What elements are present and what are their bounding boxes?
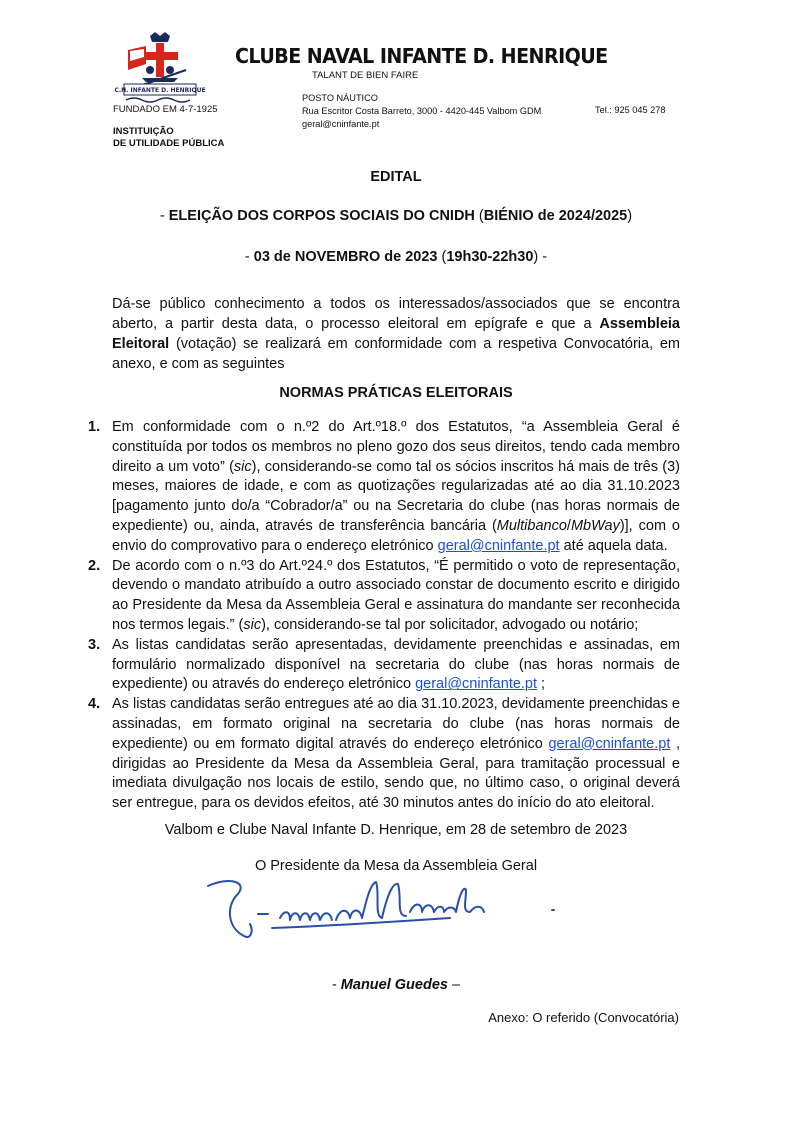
document-title: EDITAL bbox=[370, 169, 422, 185]
address: Rua Escritor Costa Barreto, 3000 - 4420-445 Valbom GDM bbox=[302, 106, 542, 116]
club-name: CLUBE NAVAL INFANTE D. HENRIQUE bbox=[235, 44, 608, 68]
item-text: ), considerando-se tal por solicitador, advogado ou notário; bbox=[261, 616, 639, 633]
institution-status bbox=[113, 126, 224, 150]
list-item bbox=[88, 636, 680, 695]
item-text: As listas candidatas serão entregues até ao dia 31.10.2023, devidamente preenchidas e assinadas, em formato original na secretaria do clube (nas horas normais de expediente) ou em formato digital através do endereço eletrónico bbox=[112, 696, 680, 752]
rules-list bbox=[88, 418, 680, 814]
item-text: Em conformidade com o n.º2 do Art.º18.º dos Estatutos, “a Assembleia Geral é constituída por todos os membros no pleno gozo dos seus direitos, tendo cada membro direito a um voto” ( bbox=[112, 419, 680, 475]
date-paren-open: ( bbox=[437, 249, 447, 265]
election-paren-close: ) bbox=[627, 208, 633, 224]
intro-bold: Assembleia Eleitoral bbox=[112, 316, 680, 352]
date-day: 03 de NOVEMBRO de 2023 bbox=[253, 249, 438, 265]
item-number: 4. bbox=[88, 696, 101, 713]
election-biennium: BIÉNIO de 2024/2025 bbox=[483, 208, 628, 224]
institution-line2: DE UTILIDADE PÚBLICA bbox=[113, 138, 225, 149]
election-paren-open: ( bbox=[474, 208, 484, 224]
item-text: / bbox=[566, 517, 571, 534]
date-prefix: - bbox=[244, 249, 254, 265]
item-text: , dirigidas ao Presidente da Mesa da Assembleia Geral, para tramitação processual e imediata divulgação nos locais de estilo, sendo que, no último caso, o original deverá ser entregue, para os devidos efeitos, até 30 minutos antes do início do ato eleitoral. bbox=[112, 735, 680, 812]
place-and-date: Valbom e Clube Naval Infante D. Henrique, em 28 de setembro de 2023 bbox=[164, 822, 628, 838]
club-motto: TALANT DE BIEN FAIRE bbox=[312, 70, 419, 81]
item-text: De acordo com o n.º3 do Art.º24.º dos Estatutos, “É permitido o voto de representação, devendo o mandato atribuído a outro associado constar de documento escrito e dirigido ao Presidente da Mesa da Assembleia Geral e assinatura do mandante ser reconhecida nos termos legais.” ( bbox=[112, 557, 680, 633]
item-text: As listas candidatas serão apresentadas, devidamente preenchidas e assinadas, em formulário normalizado disponível na secretaria do clube (nas horas normais de expediente) ou através do endereço eletrónico bbox=[112, 636, 680, 693]
telephone: Tel.: 925 045 278 bbox=[595, 105, 666, 115]
list-item bbox=[88, 418, 680, 557]
list-item bbox=[88, 557, 680, 636]
normas-heading: NORMAS PRÁTICAS ELEITORAIS bbox=[279, 385, 513, 401]
email-link[interactable]: geral@cninfante.pt bbox=[415, 676, 538, 693]
signer-name bbox=[112, 977, 680, 993]
item-text: )], com o envio do comprovativo para o endereço eletrónico bbox=[112, 517, 680, 554]
email-link[interactable]: geral@cninfante.pt bbox=[437, 537, 560, 554]
list-item bbox=[88, 695, 680, 814]
item-text: até aquela data. bbox=[559, 537, 668, 554]
signer-prefix: - bbox=[331, 977, 341, 993]
intro-part1: Dá-se público conhecimento a todos os interessados/associados que se encontra aberto, a partir desta data, o processo eleitoral em epígrafe e que a bbox=[112, 296, 680, 332]
intro-part2: (votação) se realizará em conformidade com a respetiva Convocatória, em anexo, e com as seguintes bbox=[112, 336, 680, 372]
email-link[interactable]: geral@cninfante.pt bbox=[548, 735, 671, 752]
header-email: geral@cninfante.pt bbox=[302, 119, 380, 129]
election-date bbox=[112, 249, 680, 265]
posto-label: POSTO NÁUTICO bbox=[302, 93, 378, 103]
item-number: 2. bbox=[88, 557, 101, 574]
institution-line1: INSTITUIÇÃO bbox=[113, 126, 174, 137]
annex-note: Anexo: O referido (Convocatória) bbox=[488, 1010, 679, 1025]
date-hours: 19h30-22h30 bbox=[446, 249, 534, 265]
election-prefix: - bbox=[159, 208, 169, 224]
founded-date: FUNDADO EM 4-7-1925 bbox=[113, 104, 218, 115]
item-italic: sic bbox=[233, 458, 252, 475]
item-text: ; bbox=[537, 676, 546, 693]
date-suffix: ) - bbox=[533, 249, 548, 265]
item-italic: Multibanco bbox=[496, 517, 567, 534]
item-italic: sic bbox=[243, 616, 262, 633]
logo-banner-text: C.N. INFANTE D. HENRIQUE bbox=[114, 87, 206, 94]
club-logo bbox=[114, 30, 206, 106]
signer-suffix: – bbox=[447, 977, 461, 993]
club-crest-icon bbox=[114, 30, 206, 106]
item-number: 3. bbox=[88, 636, 101, 653]
election-name: ELEIÇÃO DOS CORPOS SOCIAIS DO CNIDH bbox=[168, 208, 475, 224]
contact-block bbox=[302, 92, 541, 131]
signature bbox=[200, 872, 600, 952]
item-number: 1. bbox=[88, 419, 101, 435]
handwritten-signature-icon bbox=[200, 872, 600, 952]
election-heading bbox=[112, 208, 680, 224]
president-title: O Presidente da Mesa da Assembleia Geral bbox=[254, 858, 538, 874]
item-italic: MbWay bbox=[570, 517, 620, 534]
intro-paragraph bbox=[112, 294, 680, 374]
signer-full-name: Manuel Guedes bbox=[340, 977, 448, 993]
item-text: ), considerando-se como tal os sócios inscritos há mais de três (3) meses, maiores de idade, e com as quotizações regularizadas até ao dia 31.10.2023 [pagamento junto do/a “Cobrador/a” ou na Secretaria do clube (nas horas normais de expediente) ou, ainda, através de transferência bancária ( bbox=[112, 458, 680, 534]
